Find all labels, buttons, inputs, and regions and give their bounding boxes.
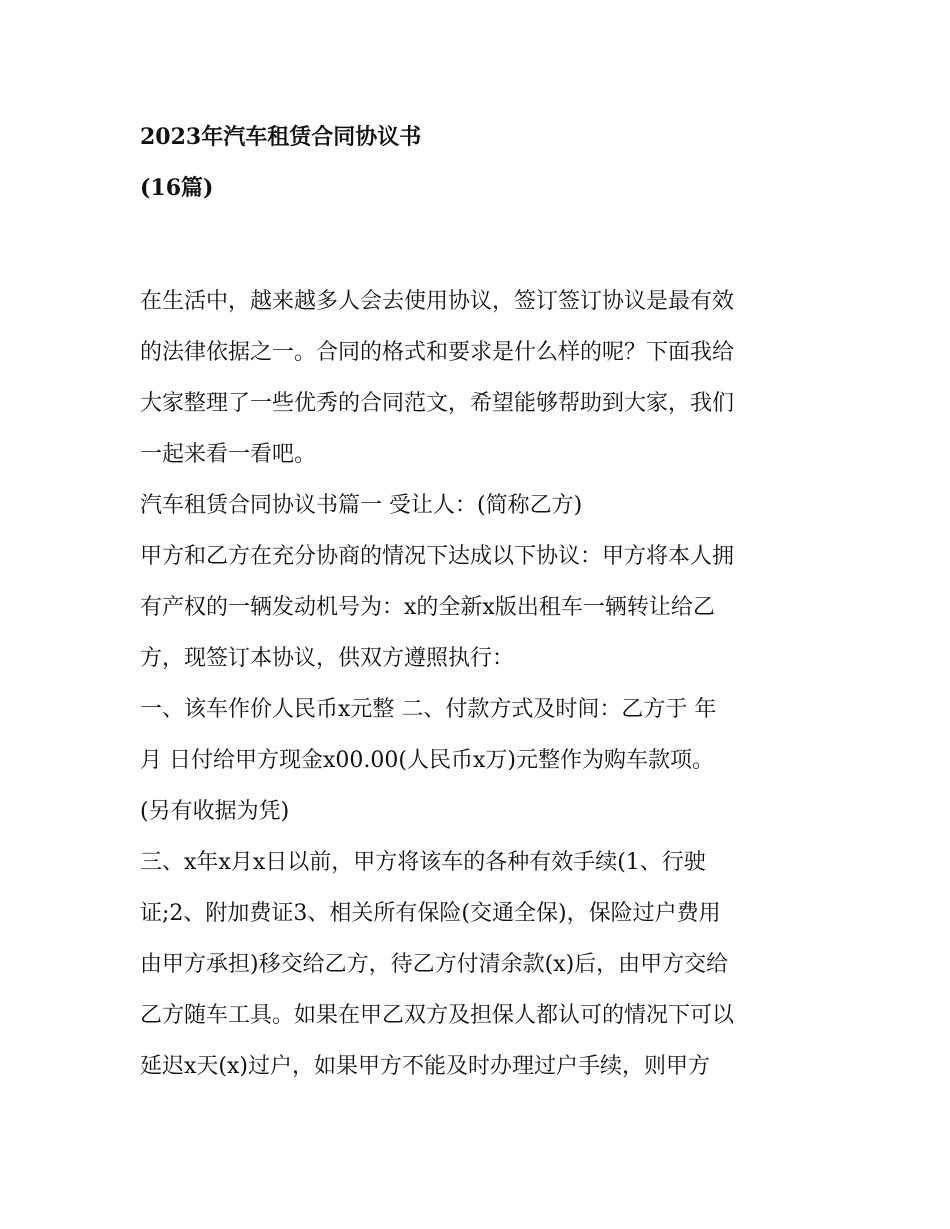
body-line: 大家整理了一些优秀的合同范文，希望能够帮助到大家，我们 (140, 391, 735, 416)
section-heading-line: 汽车租赁合同协议书篇一 受让人：(简称乙方) (140, 493, 583, 518)
body-line: (另有收据为凭) (140, 799, 290, 824)
body-line: 三、x年x月x日以前，甲方将该车的各种有效手续(1、行驶 (140, 850, 706, 875)
body-line: 方，现签订本协议，供双方遵照执行： (140, 646, 515, 671)
body-line: 证;2、附加费证3、相关所有保险(交通全保)，保险过户费用 (140, 901, 721, 926)
body-line: 一起来看一看吧。 (140, 442, 317, 467)
document-title (140, 112, 820, 214)
title-line-1: 2023年汽车租赁合同协议书 (140, 124, 422, 150)
body-line: 有产权的一辆发动机号为：x的全新x版出租车一辆转让给乙 (140, 595, 715, 620)
body-line: 一、该车作价人民币x元整 二、付款方式及时间：乙方于 年 (140, 697, 717, 722)
body-line: 月 日付给甲方现金x00.00(人民币x万)元整作为购车款项。 (140, 748, 714, 773)
body-line: 由甲方承担)移交给乙方，待乙方付清余款(x)后，由甲方交给 (140, 952, 729, 977)
document-body (140, 276, 830, 1092)
body-line: 乙方随车工具。如果在甲乙双方及担保人都认可的情况下可以 (140, 1003, 735, 1028)
body-line: 延迟x天(x)过户，如果甲方不能及时办理过户手续，则甲方 (140, 1054, 710, 1079)
body-line: 的法律依据之一。合同的格式和要求是什么样的呢？下面我给 (140, 340, 735, 365)
title-line-2: (16篇) (140, 175, 214, 201)
body-line: 甲方和乙方在充分协商的情况下达成以下协议：甲方将本人拥 (140, 544, 735, 569)
body-line: 在生活中，越来越多人会去使用协议，签订签订协议是最有效 (140, 289, 735, 314)
